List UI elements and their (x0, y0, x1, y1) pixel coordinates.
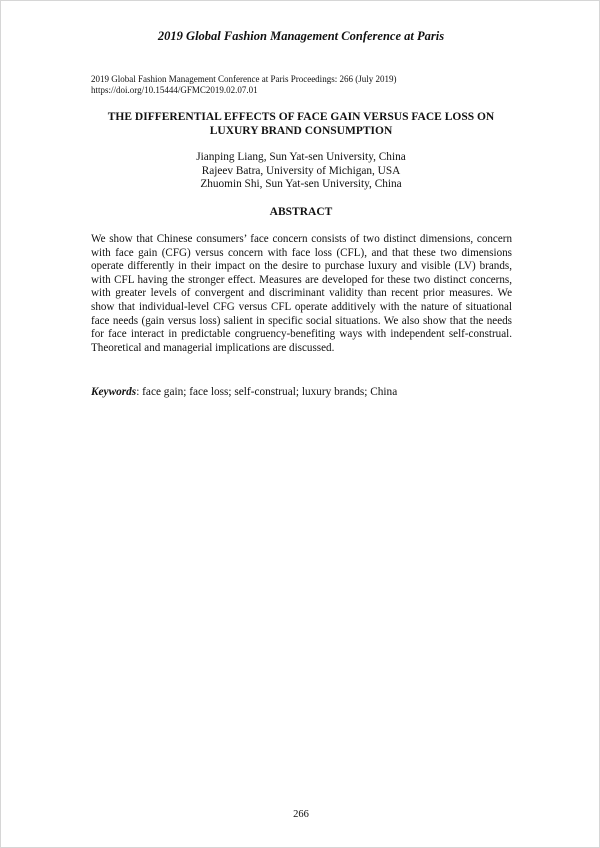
abstract-body: We show that Chinese consumers’ face concern consists of two distinct dimensions, concern with face gain (CFG) versus concern with face loss (CFL), and that these two dimensions operate differently in their impact on the desire to purchase luxury and visible (LV) brands, with CFL having the stronger effect. Measures are developed for these two distinct concerns, with greater levels of convergent and discriminant validity than recent prior measures. We show that individual-level CFG versus CFL operate additively with the nature of situational face needs (gain versus loss) salient in specific social situations. We also show that the needs for face interact in predictable congruency-benefiting ways with independent self-construal. Theoretical and managerial implications are discussed. (91, 233, 512, 354)
paper-title-line-1: THE DIFFERENTIAL EFFECTS OF FACE GAIN VERSUS FACE LOSS ON (107, 111, 495, 123)
paper-title-line-2: LUXURY BRAND CONSUMPTION (209, 125, 393, 137)
keywords-label: Keywords (91, 386, 137, 398)
abstract-heading: ABSTRACT (269, 206, 333, 218)
author-line: Zhuomin Shi, Sun Yat-sen University, China (200, 178, 402, 190)
proceedings-citation: 2019 Global Fashion Management Conference at Paris Proceedings: 266 (July 2019) (91, 74, 397, 84)
keywords-text: : face gain; face loss; self-construal; luxury brands; China (136, 386, 398, 398)
running-header: 2019 Global Fashion Management Conference at Paris (157, 29, 445, 43)
author-line: Jianping Liang, Sun Yat-sen University, China (196, 151, 406, 163)
keywords-line (91, 386, 512, 400)
author-list (91, 151, 511, 192)
paper-title (71, 110, 531, 138)
page-number: 266 (293, 809, 309, 820)
doi-link[interactable]: https://doi.org/10.15444/GFMC2019.02.07.01 (91, 85, 258, 95)
author-line: Rajeev Batra, University of Michigan, USA (201, 164, 401, 177)
proceedings-info (91, 74, 396, 96)
